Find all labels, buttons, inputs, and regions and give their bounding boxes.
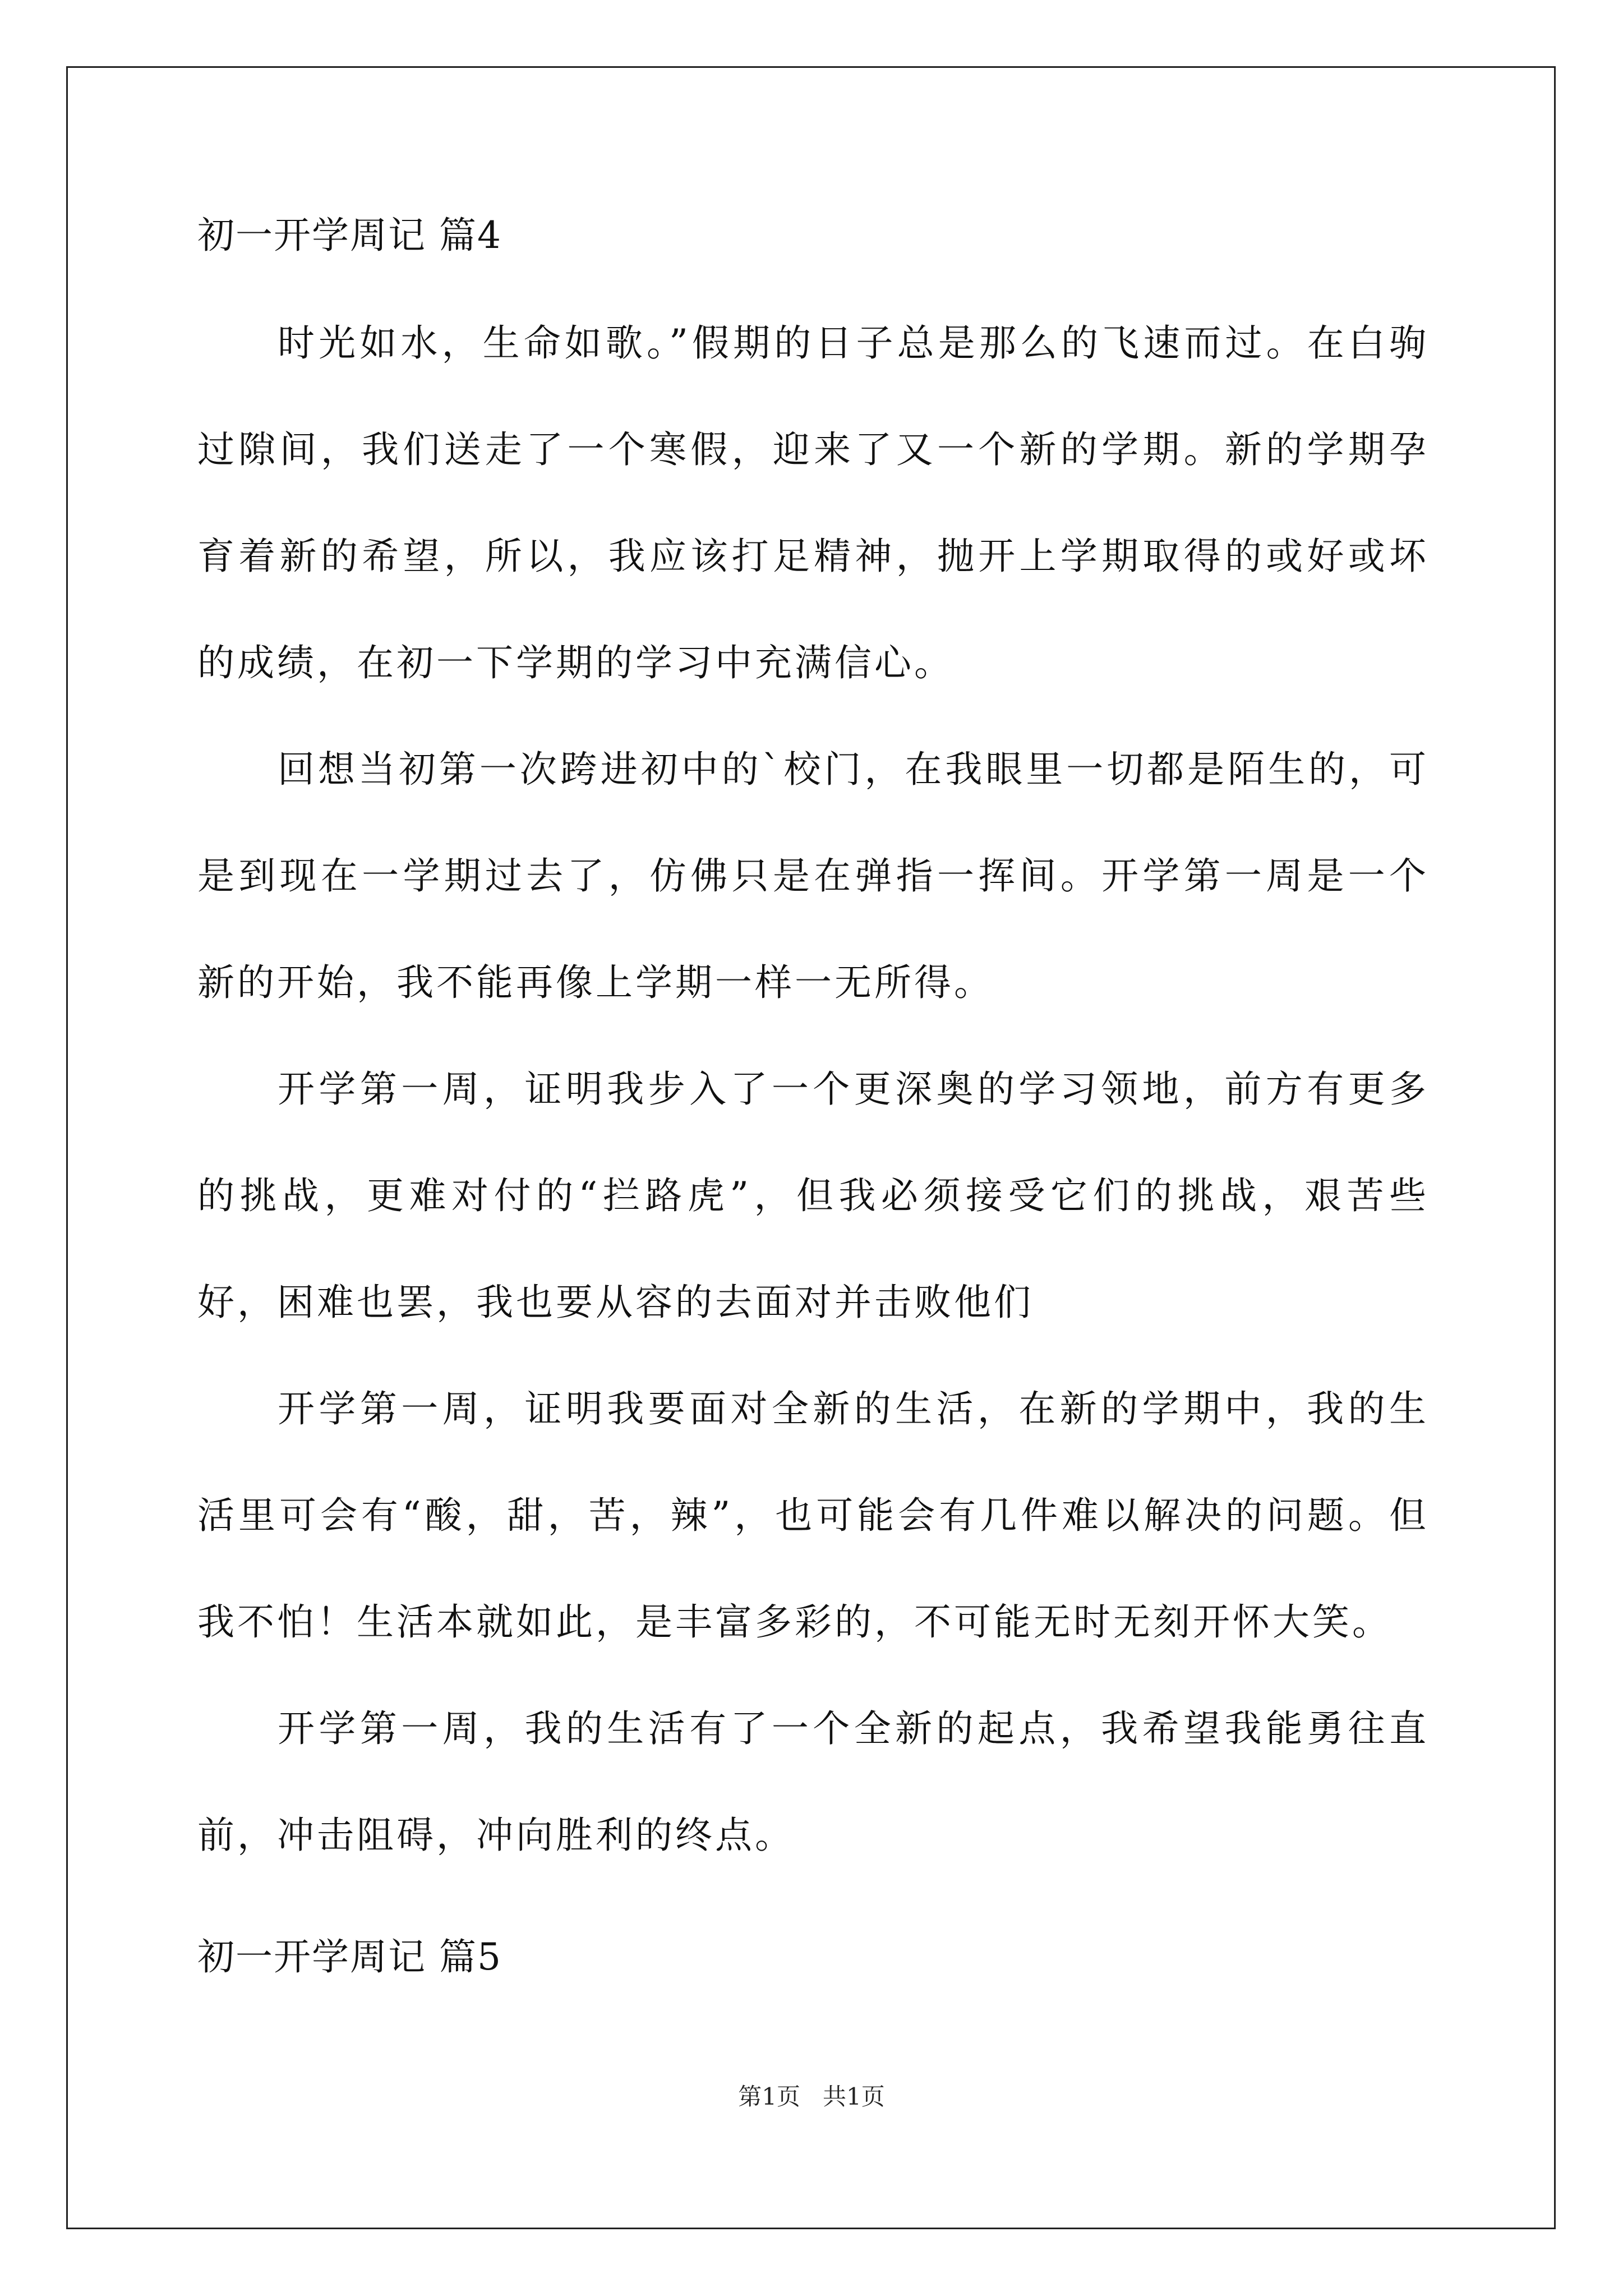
section-heading: 初一开学周记 篇5 [197, 1935, 502, 1978]
section-heading: 初一开学周记 篇4 [197, 214, 502, 257]
paragraph: 开学第一周，我的生活有了一个全新的起点，我希望我能勇往直前，冲击阻碍，冲向胜利的终点。 [197, 1707, 1429, 1857]
page-total: 共1页 [823, 2083, 885, 2110]
page-number: 第1页 [738, 2083, 800, 2110]
paragraph: 开学第一周，证明我步入了一个更深奥的学习领地，前方有更多的挑战，更难对付的“拦路虎”，但我必须接受它们的挑战，艰苦些好，困难也罢，我也要从容的去面对并击败他们 [197, 1068, 1429, 1324]
paragraph: 开学第一周，证明我要面对全新的生活，在新的学期中，我的生活里可会有“酸，甜，苦，辣”，也可能会有几件难以解决的问题。但我不怕！生活本就如此，是丰富多彩的，不可能无时无刻开怀大笑。 [197, 1387, 1429, 1644]
paragraph: 时光如水，生命如歌。”假期的日子总是那么的飞速而过。在白驹过隙间，我们送走了一个寒假，迎来了又一个新的学期。新的学期孕育着新的希望，所以，我应该打足精神，抛开上学期取得的或好或坏的成绩，在初一下学期的学习中充满信心。 [197, 321, 1429, 684]
paragraph: 回想当初第一次跨进初中的`校门，在我眼里一切都是陌生的，可是到现在一学期过去了，仿佛只是在弹指一挥间。开学第一周是一个新的开始，我不能再像上学期一样一无所得。 [197, 748, 1429, 1004]
page-footer [0, 2081, 1623, 2113]
document-body [197, 209, 1429, 1984]
